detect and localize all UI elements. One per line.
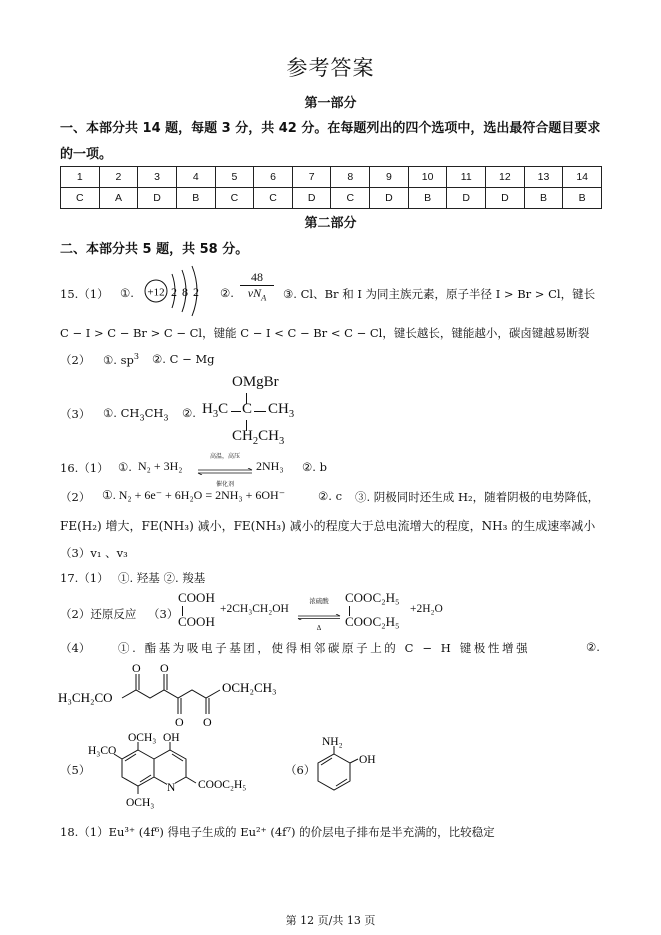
page-title: 参考答案 — [286, 56, 375, 80]
bond-left — [231, 411, 241, 412]
arrow-catalyst: 浓硫酸 — [309, 597, 329, 605]
question-number-cell: 5 — [215, 167, 254, 188]
q17-sub2: （2）还原反应 — [60, 607, 137, 621]
q17-sub4-b: ②. — [586, 640, 600, 654]
equilibrium-arrow-icon — [196, 468, 254, 475]
q15-sub2-answer-a — [103, 352, 139, 367]
q17-sub5-label: （5） — [60, 763, 91, 777]
ch3ch3-part1: ①. CH — [103, 406, 140, 420]
structure-center-carbon: C — [242, 401, 253, 417]
quinoline-n: N — [167, 782, 176, 794]
esterification-arrow — [296, 596, 342, 632]
q15-part3-text: ③. Cl、Br 和 I 为同主族元素，原子半径 I > Br > Cl，键长 — [283, 287, 596, 301]
answer-table-answers-row — [61, 188, 602, 209]
reagent-ethanol: +2CH₃CH₂OH — [220, 603, 289, 615]
question-number-cell: 6 — [254, 167, 293, 188]
nucleus-charge: +12 — [147, 286, 165, 299]
quinoline-ester: COOC₂H₅ — [198, 779, 247, 791]
part1-instruction-line1: 一、本部分共 14 题，每题 3 分，共 42 分。在每题列出的四个选项中，选出最符合题目要求 — [60, 121, 601, 136]
q16-eq-right: 2NH₃ — [256, 459, 284, 473]
answer-cell: D — [138, 188, 177, 209]
q16-reversible-arrow — [196, 451, 254, 488]
q16-sub2-c: ③. 阴极同时还生成 H₂，随着阴极的电势降低， — [355, 490, 600, 504]
part2-heading: 第二部分 — [304, 216, 357, 231]
question-number-cell: 2 — [99, 167, 138, 188]
q16-label: 16.（1） — [60, 461, 109, 475]
fraction-denominator-sub: A — [261, 293, 267, 303]
question-number-cell: 4 — [176, 167, 215, 188]
q16-sub2-equation: ①. N₂ + 6e⁻ + 6H₂O = 2NH₃ + 6OH⁻ — [102, 488, 286, 502]
part2-instruction: 二、本部分共 5 题，共 58 分。 — [60, 242, 249, 257]
question-number-cell: 7 — [292, 167, 331, 188]
arrow-condition-above: 高温，高压 — [209, 453, 240, 460]
shell-1-count: 2 — [171, 285, 177, 299]
answer-cell: D — [447, 188, 486, 209]
q17-sub1: ①. 羟基 ②. 羧基 — [118, 571, 206, 585]
quinoline-structure-diagram — [88, 732, 278, 812]
benzene-ring — [122, 750, 154, 786]
diester-structure-diagram — [58, 660, 308, 728]
ester-top: COOC₂H₅ — [345, 590, 400, 605]
diester-chain — [122, 690, 220, 698]
q15-part1-marker: ①. — [120, 286, 134, 300]
aminophenol-structure-diagram — [306, 734, 386, 800]
sp-hybrid-text: ①. sp — [103, 352, 134, 367]
q15-sub3-answer-a: ①. $CH_3CH_3$ — [103, 406, 169, 423]
structure-bottom-group: $CH_2CH_3$ — [232, 428, 285, 447]
sp-hybrid-sup: 3 — [133, 352, 140, 361]
answer-cell: D — [370, 188, 409, 209]
q16-fe-line: FE(H₂) 增大，FE(NH₃) 减小，FE(NH₃) 减小的程度大于总电流增大的程度，NH₃ 的生成速率减小 — [60, 519, 596, 533]
fraction-denominator — [240, 286, 274, 302]
answer-cell: C — [61, 188, 100, 209]
question-number-cell: 8 — [331, 167, 370, 188]
carbonyl-o-3: O — [175, 715, 184, 728]
q15-sub2-answer-b: ②. C − Mg — [152, 352, 215, 366]
q17-sub4-text: ①. 酯基为吸电子基团，使得相邻碳原子上的 C − H 键极性增强 — [118, 641, 531, 655]
answer-cell: B — [408, 188, 447, 209]
answer-cell: B — [176, 188, 215, 209]
answer-cell: A — [99, 188, 138, 209]
arrow-heat: Δ — [316, 624, 322, 632]
aminophenol-oh: OH — [359, 754, 376, 766]
q15-sub3-answer-b: ②. — [182, 406, 196, 420]
acid-top: COOH — [178, 590, 215, 605]
q17-sub4-label: （4） — [60, 641, 91, 655]
question-number-cell: 3 — [138, 167, 177, 188]
carbonyl-o-2: O — [160, 661, 169, 675]
question-number-cell: 13 — [524, 167, 563, 188]
answer-cell: D — [486, 188, 525, 209]
part1-heading: 第一部分 — [304, 96, 357, 111]
quinoline-h3co: H₃CO — [88, 745, 117, 757]
structure-top-group: OMgBr — [232, 374, 279, 390]
water-product: +2H₂O — [410, 603, 443, 615]
arrow-condition-below: 催化剂 — [215, 481, 234, 488]
fraction-denominator-main: vN — [247, 286, 262, 300]
page-footer: 第 12 页/共 13 页 — [285, 914, 376, 927]
shell-2-count: 8 — [182, 285, 188, 299]
q15-part2-marker: ②. — [220, 286, 234, 300]
q16-sub3: （3）v₁ 、v₃ — [60, 546, 128, 560]
q15-sub3-label: （3） — [60, 407, 91, 421]
question-number-cell: 12 — [486, 167, 525, 188]
q15-line2: C − I > C − Br > C − Cl，键能 C − I < C − Br < C − Cl，键长越长，键能越小，碳卤键越易断裂 — [60, 326, 590, 340]
answer-table — [60, 166, 602, 209]
answer-cell: B — [524, 188, 563, 209]
q15-label: 15.（1） — [60, 287, 109, 301]
answer-cell: C — [215, 188, 254, 209]
pyridine-ring — [154, 750, 186, 786]
structure-left-group: $H_3C$ — [202, 401, 229, 420]
equilibrium-arrow-icon — [296, 614, 342, 620]
q18-text: 18.（1）Eu³⁺ (4f⁶) 得电子生成的 Eu²⁺ (4f⁷) 的价层电子排布是半充满的，比较稳定 — [60, 825, 495, 839]
q16-sub2-b: ②. c — [318, 489, 343, 503]
question-number-cell: 11 — [447, 167, 486, 188]
magnesium-atom-structure-diagram — [140, 262, 215, 320]
carbonyl-o-4: O — [203, 715, 212, 728]
q15-sub2-label: （2） — [60, 353, 91, 367]
answer-table-numbers-row — [61, 167, 602, 188]
q16-part1-marker: ①. — [118, 460, 132, 474]
question-number-cell: 10 — [408, 167, 447, 188]
q16-part2: ②. b — [302, 460, 327, 474]
diester-right-group: OCH₂CH₃ — [222, 680, 277, 695]
structure-right-group: $CH_3$ — [268, 401, 295, 420]
aminophenol-nh2: NH₂ — [322, 736, 343, 748]
question-number-cell: 1 — [61, 167, 100, 188]
q16-sub2-label: （2） — [60, 490, 91, 504]
q17-sub6-label: （6） — [285, 763, 316, 777]
q17-label: 17.（1） — [60, 571, 109, 585]
bond-right — [254, 411, 266, 412]
aminophenol-ring — [318, 754, 350, 790]
question-number-cell: 9 — [370, 167, 409, 188]
answer-cell: D — [292, 188, 331, 209]
shell-3-count: 2 — [193, 285, 199, 299]
diester-left-group: H₃CH₂CO — [58, 690, 113, 705]
question-number-cell: 14 — [563, 167, 602, 188]
ester-bottom: COOC₂H₅ — [345, 614, 400, 629]
part1-instruction-line2: 的一项。 — [60, 147, 113, 162]
carbonyl-o-1: O — [132, 661, 141, 675]
quinoline-ome-bottom: OCH₃ — [126, 797, 155, 809]
q17-sub3-label: （3） — [148, 607, 179, 621]
answer-cell: C — [254, 188, 293, 209]
fraction-numerator: 48 — [240, 270, 274, 286]
quinoline-ome-top: OCH₃ — [128, 732, 157, 744]
acid-bottom: COOH — [178, 614, 215, 629]
answer-cell: C — [331, 188, 370, 209]
quinoline-oh: OH — [163, 732, 180, 744]
q16-eq-left: N₂ + 3H₂ — [138, 459, 183, 473]
q15-fraction — [240, 270, 274, 302]
ch3ch3-part2: CH — [144, 406, 164, 420]
answer-cell: B — [563, 188, 602, 209]
